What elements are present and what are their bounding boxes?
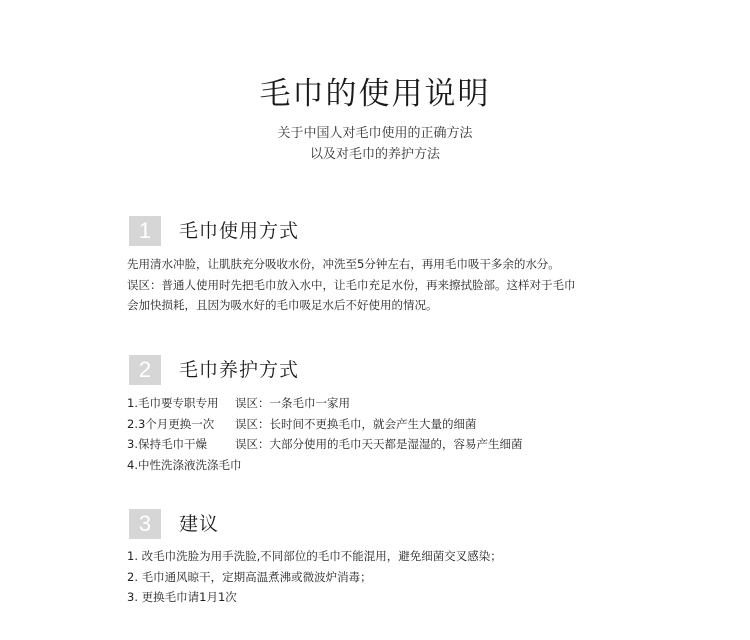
subtitle-line-1: 关于中国人对毛巾使用的正确方法 <box>277 126 473 141</box>
section-1-line-3: 会加快损耗，且因为吸水好的毛巾吸足水后不好使用的情况。 <box>127 298 438 312</box>
care-tip-4 <box>127 455 647 476</box>
care-tip-1-item: 1.毛巾要专职专用 <box>127 396 219 410</box>
section-3-heading: 建议 <box>179 513 220 535</box>
care-tip-2 <box>127 414 647 435</box>
section-1-heading: 毛巾使用方式 <box>179 220 300 242</box>
section-2-number-badge: 2 <box>129 355 161 385</box>
care-tip-4-item: 4.中性洗涤液洗涤毛巾 <box>127 457 242 472</box>
subtitle-line-2: 以及对毛巾的养护方法 <box>309 147 440 162</box>
section-1-line-2: 误区：普通人使用时先把毛巾放入水中，让毛巾充足水份，再来擦拭脸部。这样对于毛巾 <box>127 277 576 292</box>
care-tip-1-mistake: 误区：一条毛巾一家用 <box>235 396 350 410</box>
section-3-number-badge: 3 <box>129 509 161 539</box>
section-1-number-badge: 1 <box>129 216 161 246</box>
care-tip-3-item: 3.保持毛巾干燥 <box>127 437 207 451</box>
care-tip-1 <box>127 393 647 414</box>
section-1-header <box>129 216 299 246</box>
suggestion-3: 3. 更换毛巾请1月1次 <box>127 590 237 604</box>
section-3-header <box>129 509 219 539</box>
care-tip-3-mistake: 误区：大部分使用的毛巾天天都是湿湿的，容易产生细菌 <box>235 437 523 451</box>
suggestion-2: 2. 毛巾通风晾干，定期高温煮沸或微波炉消毒； <box>127 569 372 584</box>
section-3-body <box>127 546 647 608</box>
section-1-body <box>127 254 647 316</box>
suggestion-1: 1. 改毛巾洗脸为用手洗脸,不同部位的毛巾不能混用，避免细菌交叉感染； <box>127 549 502 563</box>
section-2-header <box>129 355 299 385</box>
care-tip-3 <box>127 434 647 455</box>
care-tip-2-item: 2.3个月更换一次 <box>127 416 215 431</box>
section-2-heading: 毛巾养护方式 <box>179 359 300 381</box>
page-title: 毛巾的使用说明 <box>259 76 491 112</box>
section-1-line-1: 先用清水冲脸，让肌肤充分吸收水份，冲洗至5分钟左右，再用毛巾吸干多余的水分。 <box>127 257 560 271</box>
section-2-body <box>127 393 647 475</box>
care-tip-2-mistake: 误区：长时间不更换毛巾，就会产生大量的细菌 <box>235 416 477 431</box>
